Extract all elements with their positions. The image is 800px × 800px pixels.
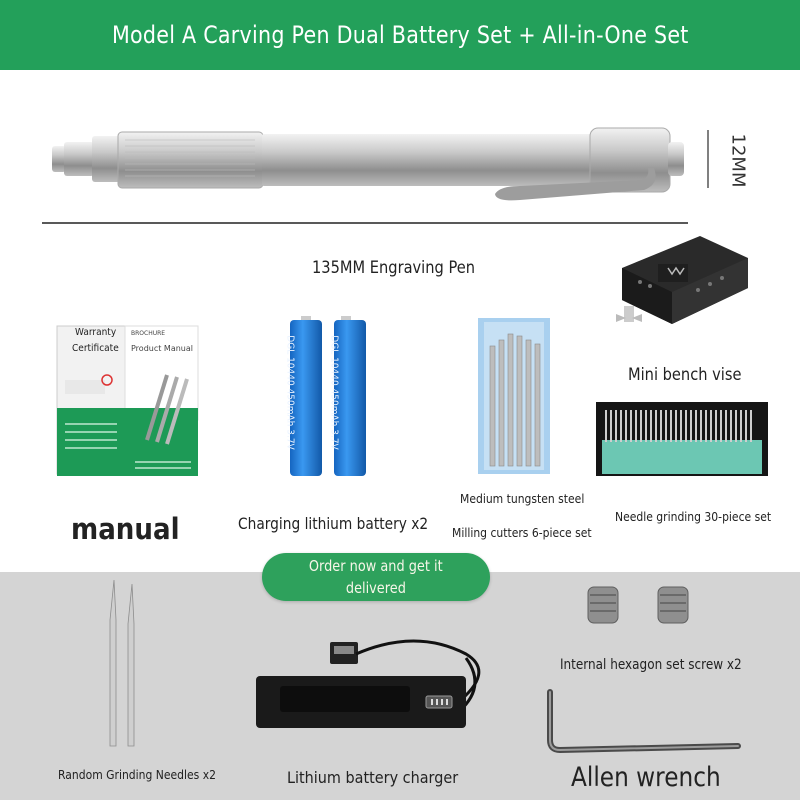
cutters-caption-line-1: Medium tungsten steel bbox=[460, 492, 585, 506]
order-line-2: delivered bbox=[345, 579, 407, 597]
allen-wrench-image bbox=[544, 688, 744, 758]
warranty-line-2: Certificate bbox=[72, 343, 119, 354]
grinding-set-image bbox=[596, 402, 768, 476]
set-screws-image bbox=[586, 585, 696, 627]
engraving-pen-image bbox=[0, 120, 800, 230]
battery-print-2: DGL 10440 450mAh 3.7V bbox=[328, 335, 340, 450]
warranty-line-1: Warranty bbox=[75, 327, 117, 338]
pen-caption: 135MM Engraving Pen bbox=[312, 258, 476, 278]
wrench-caption: Allen wrench bbox=[571, 762, 721, 793]
milling-cutters-image bbox=[478, 318, 550, 474]
screws-caption: Internal hexagon set screw x2 bbox=[560, 657, 742, 673]
charger-caption: Lithium battery charger bbox=[287, 768, 459, 787]
bench-vise-image bbox=[610, 228, 750, 348]
brochure-label: BROCHURE bbox=[131, 330, 166, 337]
order-now-button[interactable] bbox=[262, 553, 490, 601]
grinding-caption: Needle grinding 30-piece set bbox=[615, 510, 772, 524]
product-manual-label: Product Manual bbox=[131, 344, 193, 353]
pen-dimension-label: 12MM bbox=[727, 133, 749, 188]
battery-caption: Charging lithium battery x2 bbox=[238, 514, 429, 533]
manual-caption: manual bbox=[71, 512, 180, 546]
order-line-1: Order now and get it bbox=[309, 557, 443, 575]
grinding-needles-image bbox=[104, 580, 144, 750]
batteries-image bbox=[286, 316, 366, 478]
cutters-caption-line-2: Milling cutters 6-piece set bbox=[452, 526, 592, 540]
battery-charger-image bbox=[256, 628, 496, 732]
page-title: Model A Carving Pen Dual Battery Set + All-in-One Set bbox=[111, 21, 689, 49]
header-banner bbox=[0, 0, 800, 70]
battery-print-1: DGL 10440 450mAh 3.7V bbox=[284, 335, 296, 450]
vise-caption: Mini bench vise bbox=[628, 365, 742, 385]
needles-caption: Random Grinding Needles x2 bbox=[58, 768, 216, 782]
